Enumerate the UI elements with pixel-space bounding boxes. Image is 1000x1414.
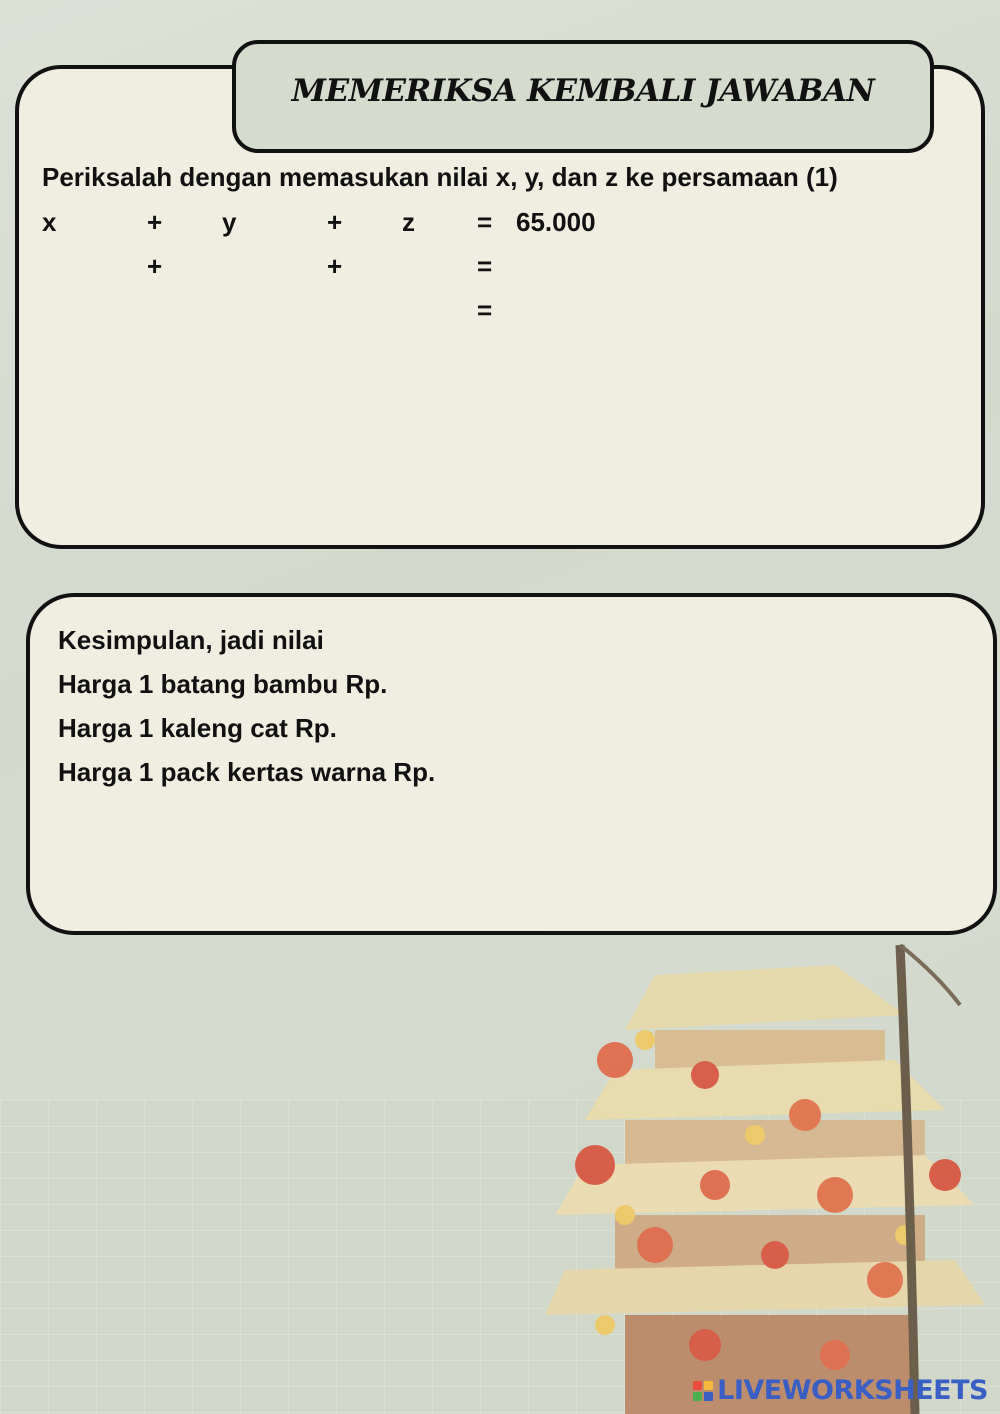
pagoda-illustration <box>505 935 1000 1414</box>
equation-row2-plus-2: + <box>327 251 343 281</box>
equation-result: 65.000 <box>516 207 596 237</box>
conclusion-paint-price: Harga 1 kaleng cat Rp. <box>58 713 337 743</box>
conclusion-paper-price: Harga 1 pack kertas warna Rp. <box>58 757 436 787</box>
page-title: MEMERIKSA KEMBALI JAWABAN <box>291 72 875 109</box>
liveworksheets-logo <box>693 1375 988 1406</box>
equation-var-x: x <box>42 207 57 237</box>
equation-row2-equals: = <box>477 251 493 281</box>
equation-equals-1: = <box>477 207 493 237</box>
equation-plus-2: + <box>327 207 343 237</box>
equation-var-z: z <box>402 207 415 237</box>
liveworksheets-logo-icon <box>693 1381 713 1401</box>
equation-plus-1: + <box>147 207 163 237</box>
equation-row3-equals: = <box>477 295 493 325</box>
instruction-text: Periksalah dengan memasukan nilai x, y, dan z ke persamaan (1) <box>42 162 838 192</box>
conclusion-heading: Kesimpulan, jadi nilai <box>58 625 324 655</box>
liveworksheets-text: LIVEWORKSHEETS <box>717 1375 988 1406</box>
equation-row2-plus-1: + <box>147 251 163 281</box>
title-banner <box>232 40 934 153</box>
equation-var-y: y <box>222 207 237 237</box>
conclusion-bamboo-price: Harga 1 batang bambu Rp. <box>58 669 388 699</box>
